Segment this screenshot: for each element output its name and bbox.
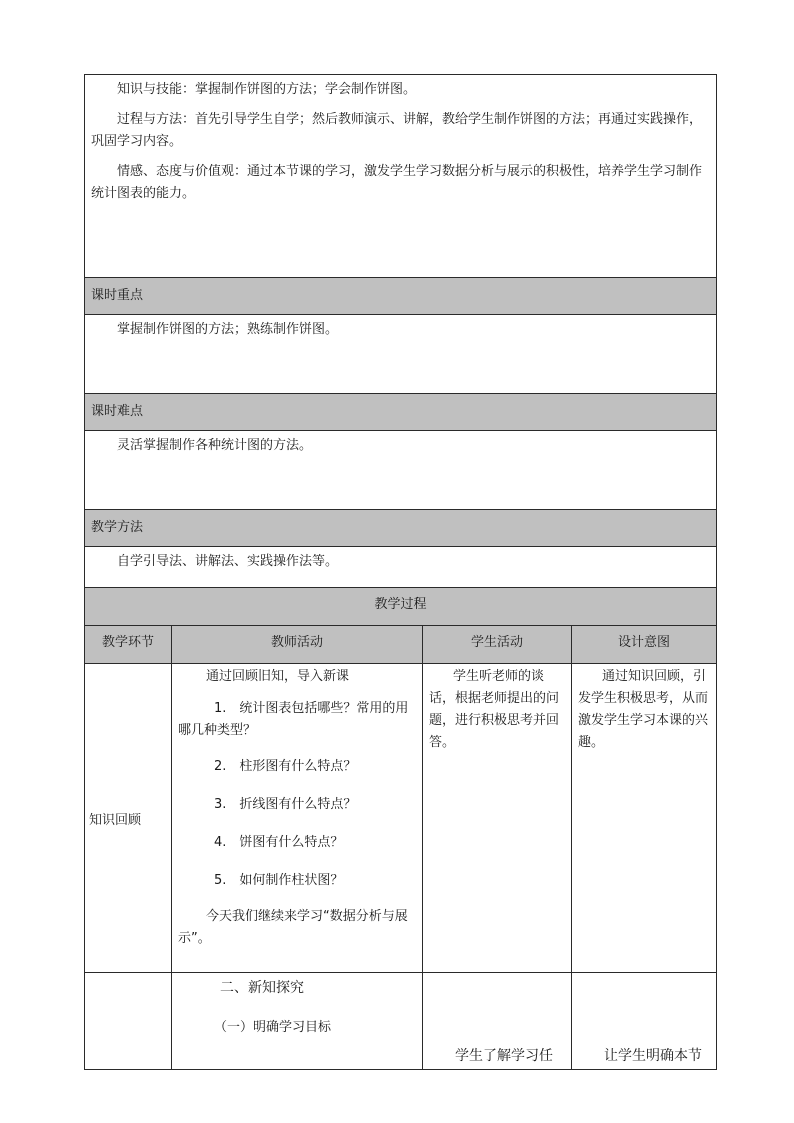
lesson-plan-table xyxy=(84,74,717,1070)
process-heading: 教学过程 xyxy=(85,588,717,626)
new-section-intent: 让学生明确本节 xyxy=(604,1048,702,1064)
goals-row xyxy=(85,75,717,278)
column-intent: 设计意图 xyxy=(572,626,717,664)
column-student: 学生活动 xyxy=(423,626,572,664)
goal-process: 过程与方法：首先引导学生自学；然后教师演示、讲解，教给学生制作饼图的方法；再通过实践操作，巩固学习内容。 xyxy=(91,112,703,149)
new-section-row xyxy=(85,973,717,1070)
review-stage: 知识回顾 xyxy=(85,664,172,973)
lesson-plan-page xyxy=(84,74,716,1070)
review-question-3: 3. 折线图有什么特点？ xyxy=(214,797,357,812)
method-content: 自学引导法、讲解法、实践操作法等。 xyxy=(117,554,339,569)
new-section-heading: 二、新知探究 xyxy=(220,980,304,996)
review-question-2: 2. 柱形图有什么特点？ xyxy=(214,759,357,774)
review-row xyxy=(85,664,717,973)
column-teacher: 教师活动 xyxy=(172,626,423,664)
review-question-5: 5. 如何制作柱状图？ xyxy=(214,873,344,888)
key-point-content: 掌握制作饼图的方法；熟练制作饼图。 xyxy=(117,322,339,337)
difficulty-heading: 课时难点 xyxy=(85,394,717,431)
goal-emotion: 情感、态度与价值观：通过本节课的学习，激发学生学习数据分析与展示的积极性，培养学生学习制作统计图表的能力。 xyxy=(91,164,703,201)
method-heading: 教学方法 xyxy=(85,510,717,547)
column-header-row xyxy=(85,626,717,664)
review-intro: 通过回顾旧知，导入新课 xyxy=(206,669,350,684)
review-student: 学生听老师的谈话，根据老师提出的问题，进行积极思考并回答。 xyxy=(429,669,560,750)
key-point-heading: 课时重点 xyxy=(85,278,717,315)
review-question-1: 1. 统计图表包括哪些？常用的用哪几种类型？ xyxy=(178,701,409,738)
review-intent: 通过知识回顾，引发学生积极思考，从而激发学生学习本课的兴趣。 xyxy=(578,669,709,750)
review-question-4: 4. 饼图有什么特点？ xyxy=(214,835,344,850)
column-stage: 教学环节 xyxy=(85,626,172,664)
goal-knowledge: 知识与技能：掌握制作饼图的方法；学会制作饼图。 xyxy=(117,82,417,97)
new-section-sub: （一）明确学习目标 xyxy=(214,1020,332,1035)
difficulty-content: 灵活掌握制作各种统计图的方法。 xyxy=(117,438,313,453)
review-closing: 今天我们继续来学习“数据分析与展示”。 xyxy=(178,909,408,946)
new-section-student: 学生了解学习任 xyxy=(455,1048,553,1064)
